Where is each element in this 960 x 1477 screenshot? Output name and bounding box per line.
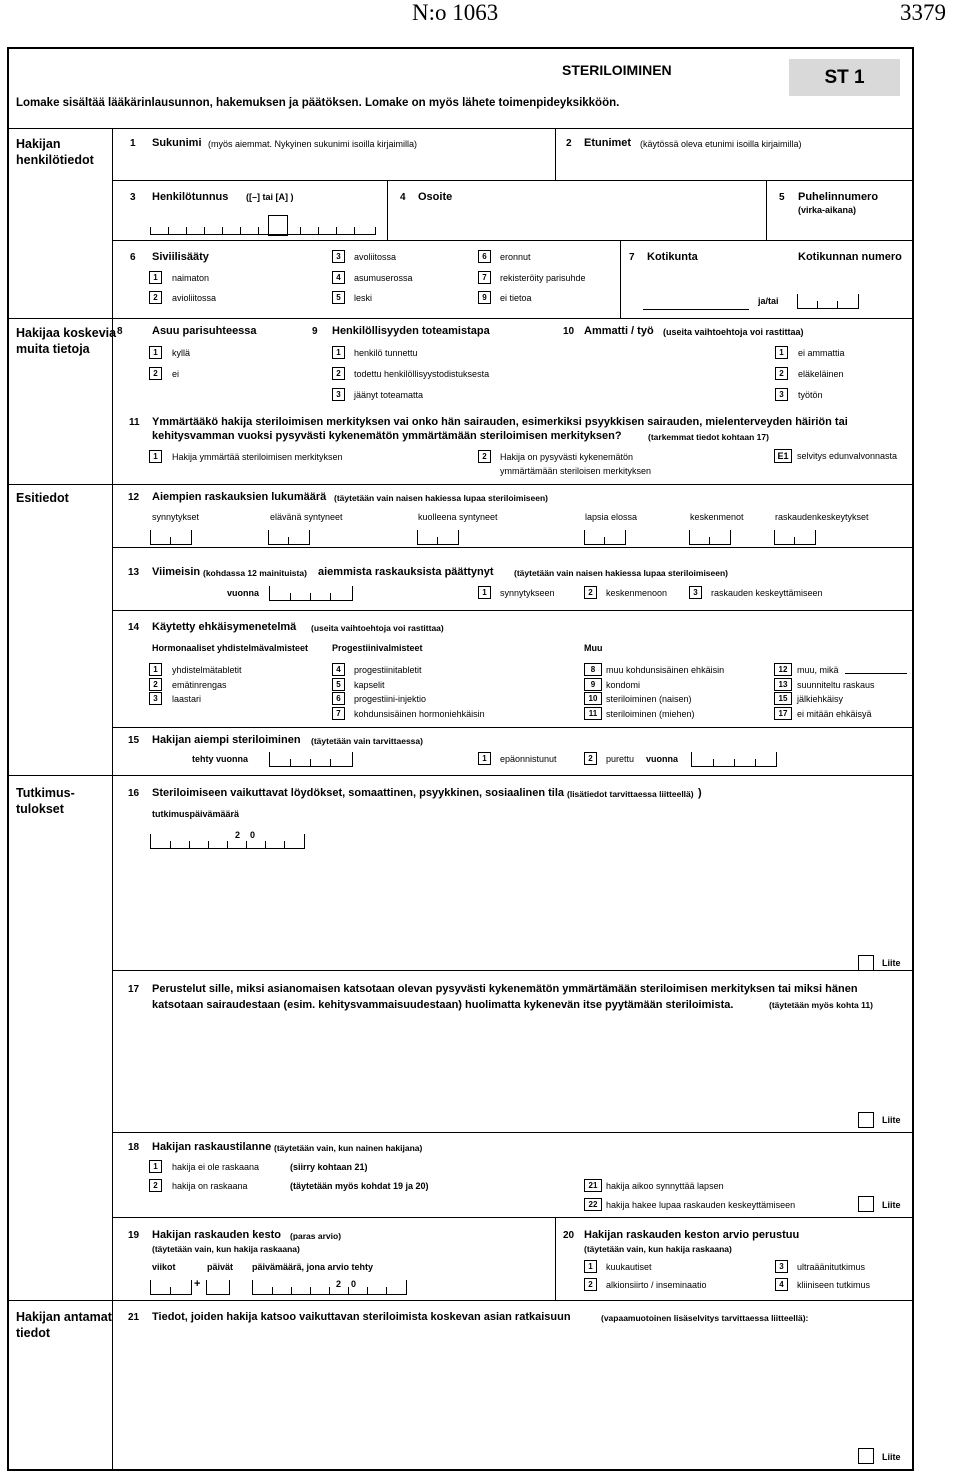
q19-year-prefix: 2 0 <box>336 1279 357 1289</box>
q12-synnytykset-field[interactable] <box>150 530 192 545</box>
checkbox-q20-2[interactable]: 2 <box>584 1278 597 1291</box>
q8-label: Asuu parisuhteessa <box>152 325 257 337</box>
checkbox-q11-1[interactable]: 1 <box>149 450 162 463</box>
q11-question: Ymmärtääkö hakija steriloimisen merkityksen vai onko hän sairauden, esimerkiksi psyykkisen sairauden, mielenterveyden häiriön tai <box>152 416 848 428</box>
q13-label-b: (kohdassa 12 mainituista) <box>203 568 307 578</box>
q16-liite-checkbox[interactable] <box>858 955 874 971</box>
checkbox-q14-9[interactable]: 9 <box>584 678 602 691</box>
q6-option-label: avioliitossa <box>172 293 217 303</box>
q20-option-label: alkionsiirto / inseminaatio <box>606 1280 707 1290</box>
q21-label: Tiedot, joiden hakija katsoo vaikuttavan steriloimista koskevan asian ratkaisuun <box>152 1311 571 1323</box>
q12-kuolleena-field[interactable] <box>417 530 459 545</box>
divider <box>112 1132 914 1133</box>
q5-number: 5 <box>779 192 785 203</box>
q13-vuonna: vuonna <box>227 588 260 598</box>
checkbox-q20-3[interactable]: 3 <box>775 1260 788 1273</box>
checkbox-q14-2[interactable]: 2 <box>149 678 162 691</box>
checkbox-q14-13[interactable]: 13 <box>774 678 792 691</box>
q18-liite-label: Liite <box>882 1200 901 1210</box>
checkbox-q13-2[interactable]: 2 <box>584 586 597 599</box>
divider <box>7 484 914 485</box>
q8-number: 8 <box>117 326 123 337</box>
q6-option-label: avoliitossa <box>354 252 397 262</box>
q19-label: Hakijan raskauden kesto <box>152 1229 282 1241</box>
q21-liite-checkbox[interactable] <box>858 1448 874 1464</box>
q14-option-label: emätinrengas <box>172 680 227 690</box>
q14-option-label: suunniteltu raskaus <box>797 680 875 690</box>
q16-year-prefix: 2 0 <box>235 830 256 840</box>
q18-option-note: (täytetään myös kohdat 19 ja 20) <box>290 1181 429 1191</box>
q16-date-field[interactable] <box>150 834 305 849</box>
q15-year-field[interactable] <box>269 752 353 767</box>
q13-note: (täytetään vain naisen hakiessa lupaa steriloimiseen) <box>514 568 729 578</box>
q3-note: ([–] tai [A] ) <box>246 192 294 202</box>
q13-option-label: raskauden keskeyttämiseen <box>711 588 823 598</box>
q9-option-label: henkilö tunnettu <box>354 348 418 358</box>
checkbox-q15-2[interactable]: 2 <box>584 752 597 765</box>
checkbox-q18-22[interactable]: 22 <box>584 1198 602 1211</box>
q11-option-label: Hakija on pysyvästi kykenemätön <box>500 452 634 462</box>
q14-head-muu: Muu <box>584 643 603 653</box>
q2-note: (käytössä oleva etunimi isoilla kirjaimilla) <box>640 139 802 149</box>
q1-number: 1 <box>130 138 136 149</box>
q15-vuonna: vuonna <box>646 754 679 764</box>
checkbox-q10-3[interactable]: 3 <box>775 388 788 401</box>
checkbox-q14-15[interactable]: 15 <box>774 692 792 705</box>
q21-text-area[interactable] <box>118 1328 908 1438</box>
q6-option-label: asumuserossa <box>354 273 413 283</box>
q19-paivat-label: päivät <box>207 1262 234 1272</box>
checkbox-q6-5[interactable]: 5 <box>332 291 345 304</box>
q2-label: Etunimet <box>584 137 632 149</box>
q16-date-label: tutkimuspäivämäärä <box>152 809 240 819</box>
checkbox-q11-2[interactable]: 2 <box>478 450 491 463</box>
q15-option-label: epäonnistunut <box>500 754 557 764</box>
checkbox-q6-7[interactable]: 7 <box>478 271 491 284</box>
q20-option-label: kliiniseen tutkimus <box>797 1280 871 1290</box>
checkbox-q18-21[interactable]: 21 <box>584 1179 602 1192</box>
divider <box>112 727 914 728</box>
q18-option-label: hakija aikoo synnyttää lapsen <box>606 1181 724 1191</box>
first-names-field[interactable] <box>560 152 910 176</box>
document-number: N:o 1063 <box>412 0 499 25</box>
q6-option-label: eronnut <box>500 252 531 262</box>
q12-elavana-field[interactable] <box>268 530 310 545</box>
ssn-field[interactable] <box>150 215 376 235</box>
q4-label: Osoite <box>418 191 453 203</box>
q15-purettu-year-field[interactable] <box>691 752 777 767</box>
q14-number: 14 <box>128 622 140 633</box>
q14-note: (useita vaihtoehtoja voi rastittaa) <box>311 623 444 633</box>
q9-label: Henkilöllisyyden toteamistapa <box>332 325 490 337</box>
q14-head-progestiini: Progestiinivalmisteet <box>332 643 423 653</box>
checkbox-q11-e1[interactable]: E1 <box>774 449 792 463</box>
q14-option-label: kondomi <box>606 680 641 690</box>
checkbox-q13-1[interactable]: 1 <box>478 586 491 599</box>
divider <box>766 180 767 240</box>
q13-label-a: Viimeisin <box>152 566 201 578</box>
address-field[interactable] <box>395 206 760 236</box>
q11-option-label: selvitys edunvalvonnasta <box>797 451 898 461</box>
section-label-hakijan-antamat: Hakijan antamat tiedot <box>16 1310 112 1340</box>
q14-option-label: ei mitään ehkäisyä <box>797 709 872 719</box>
divider <box>112 547 914 548</box>
checkbox-q14-8[interactable]: 8 <box>584 663 602 676</box>
q12-col-label: kuolleena syntyneet <box>418 512 498 522</box>
checkbox-q9-1[interactable]: 1 <box>332 346 345 359</box>
checkbox-q10-2[interactable]: 2 <box>775 367 788 380</box>
checkbox-q14-10[interactable]: 10 <box>584 692 602 705</box>
q12-col-label: synnytykset <box>152 512 200 522</box>
q18-liite-checkbox[interactable] <box>858 1196 874 1212</box>
q19-pvm-label: päivämäärä, jona arvio tehty <box>252 1262 374 1272</box>
q11-option-label: Hakija ymmärtää steriloimisen merkityksen <box>172 452 343 462</box>
q9-number: 9 <box>312 326 318 337</box>
q14-option-label: muu, mikä <box>797 665 839 675</box>
q18-note: (täytetään vain, kun nainen hakijana) <box>274 1143 423 1153</box>
q14-option-label: kapselit <box>354 680 385 690</box>
q15-number: 15 <box>128 735 140 746</box>
checkbox-q6-4[interactable]: 4 <box>332 271 345 284</box>
checkbox-q14-4[interactable]: 4 <box>332 663 345 676</box>
checkbox-q20-4[interactable]: 4 <box>775 1278 788 1291</box>
checkbox-q6-1[interactable]: 1 <box>149 271 162 284</box>
q20-option-label: ultraäänitutkimus <box>797 1262 866 1272</box>
form-title: STERILOIMINEN <box>562 62 672 78</box>
q6-option-label: ei tietoa <box>500 293 532 303</box>
checkbox-q20-1[interactable]: 1 <box>584 1260 597 1273</box>
q14-option-label: muu kohdunsisäinen ehkäisin <box>606 665 725 675</box>
form-intro: Lomake sisältää lääkärinlausunnon, hakemuksen ja päätöksen. Lomake on myös lähete toimenpideyksikköön. <box>16 97 620 109</box>
divider <box>387 180 388 240</box>
q16-note: (lisätiedot tarvittaessa liitteellä) <box>567 789 694 799</box>
section-label-henkilotiedot: Hakijan henkilötiedot <box>16 137 94 167</box>
q14-label: Käytetty ehkäisymenetelmä <box>152 621 297 633</box>
divider <box>620 240 621 318</box>
q17-number: 17 <box>128 984 140 995</box>
checkbox-q6-3[interactable]: 3 <box>332 250 345 263</box>
q14-option-label: steriloiminen (naisen) <box>606 694 692 704</box>
checkbox-q14-17[interactable]: 17 <box>774 707 792 720</box>
q5-label: Puhelinnumero <box>798 191 879 203</box>
q18-number: 18 <box>128 1142 140 1153</box>
q14-option-label: progestiinitabletit <box>354 665 422 675</box>
q12-col-label: keskenmenot <box>690 512 744 522</box>
divider <box>555 1217 556 1300</box>
q12-note: (täytetään vain naisen hakiessa lupaa steriloimiseen) <box>334 493 549 503</box>
q14-option-label: yhdistelmätabletit <box>172 665 242 675</box>
q18-option-note: (siirry kohtaan 21) <box>290 1162 368 1172</box>
q11-note: (tarkemmat tiedot kohtaan 17) <box>648 432 769 442</box>
divider <box>7 775 914 776</box>
divider <box>7 318 914 319</box>
q10-option-label: eläkeläinen <box>798 369 844 379</box>
q17-question-cont: katsotaan sairaudestaan (esim. kehitysvammaisuudestaan) huolimatta kykenevän itse pyytämään steriloimista. <box>152 999 734 1011</box>
q5-note: (virka-aikana) <box>798 205 857 215</box>
q7-number: 7 <box>629 252 635 263</box>
q12-keskeytykset-field[interactable] <box>774 530 816 545</box>
checkbox-q15-1[interactable]: 1 <box>478 752 491 765</box>
q21-liite-label: Liite <box>882 1452 901 1462</box>
checkbox-q10-1[interactable]: 1 <box>775 346 788 359</box>
q7-label-number: Kotikunnan numero <box>798 251 902 263</box>
checkbox-q14-1[interactable]: 1 <box>149 663 162 676</box>
q11-number: 11 <box>129 417 140 428</box>
checkbox-q6-6[interactable]: 6 <box>478 250 491 263</box>
q17-liite-checkbox[interactable] <box>858 1112 874 1128</box>
q12-col-label: raskaudenkeskeytykset <box>775 512 869 522</box>
q14-muu-mika-field[interactable] <box>845 673 907 674</box>
q8-option-label: kyllä <box>172 348 191 358</box>
section-label-muita-tietoja: Hakijaa koskevia muita tietoja <box>16 326 117 356</box>
phone-field[interactable] <box>775 218 910 236</box>
q16-number: 16 <box>128 788 140 799</box>
q18-option-label: hakija hakee lupaa raskauden keskeyttämiseen <box>606 1200 796 1210</box>
q13-option-label: keskenmenoon <box>606 588 668 598</box>
divider <box>112 1217 914 1218</box>
q14-option-label: kohdunsisäinen hormoniehkäisin <box>354 709 485 719</box>
q4-number: 4 <box>400 192 406 203</box>
divider <box>112 240 914 241</box>
checkbox-q14-11[interactable]: 11 <box>584 707 602 720</box>
checkbox-q6-9[interactable]: 9 <box>478 291 491 304</box>
checkbox-q6-2[interactable]: 2 <box>149 291 162 304</box>
q19-plus: + <box>194 1278 201 1290</box>
q18-label: Hakijan raskaustilanne <box>152 1141 272 1153</box>
municipality-number-field[interactable] <box>797 294 859 309</box>
q20-label: Hakijan raskauden keston arvio perustuu <box>584 1229 800 1241</box>
checkbox-q14-6[interactable]: 6 <box>332 692 345 705</box>
q20-note: (täytetään vain, kun hakija raskaana) <box>584 1244 732 1254</box>
checkbox-q14-12[interactable]: 12 <box>774 663 792 676</box>
q18-option-label: hakija on raskaana <box>172 1181 248 1191</box>
checkbox-q18-1[interactable]: 1 <box>149 1160 162 1173</box>
q19-date-field[interactable] <box>252 1280 407 1295</box>
q12-col-label: elävänä syntyneet <box>270 512 343 522</box>
q9-option-label: jäänyt toteamatta <box>354 390 424 400</box>
q12-number: 12 <box>128 492 140 503</box>
checkbox-q14-3[interactable]: 3 <box>149 692 162 705</box>
checkbox-q9-2[interactable]: 2 <box>332 367 345 380</box>
q14-option-label: progestiini-injektio <box>354 694 427 704</box>
q20-option-label: kuukautiset <box>606 1262 652 1272</box>
q19-viikot-label: viikot <box>152 1262 176 1272</box>
q7-label: Kotikunta <box>647 251 698 263</box>
divider <box>7 1300 914 1301</box>
checkbox-q18-2[interactable]: 2 <box>149 1179 162 1192</box>
q15-note: (täytetään vain tarvittaessa) <box>311 736 423 746</box>
divider <box>555 128 556 180</box>
page-number: 3379 <box>900 0 946 25</box>
q10-note: (useita vaihtoehtoja voi rastittaa) <box>663 327 804 337</box>
q13-number: 13 <box>128 567 140 578</box>
q15-tehty-vuonna: tehty vuonna <box>192 754 249 764</box>
q20-number: 20 <box>563 1230 575 1241</box>
q7-jatai: ja/tai <box>758 296 779 306</box>
q19-note2: (täytetään vain, kun hakija raskaana) <box>152 1244 300 1254</box>
q6-label: Siviilisääty <box>152 251 209 263</box>
section-label-tutkimustulokset: Tutkimus- tulokset <box>16 786 75 816</box>
q14-option-label: steriloiminen (miehen) <box>606 709 695 719</box>
q19-viikot-field[interactable] <box>150 1280 192 1295</box>
q13-option-label: synnytykseen <box>500 588 555 598</box>
q6-option-label: rekisteröity parisuhde <box>500 273 586 283</box>
q12-lapsia-field[interactable] <box>584 530 626 545</box>
q19-number: 19 <box>128 1230 140 1241</box>
q10-option-label: työtön <box>798 390 823 400</box>
divider <box>112 970 914 971</box>
q8-option-label: ei <box>172 369 180 379</box>
q16-label: Steriloimiseen vaikuttavat löydökset, somaattinen, psyykkinen, sosiaalinen tila <box>152 787 565 799</box>
q19-paivat-field[interactable] <box>206 1280 230 1295</box>
q1-label: Sukunimi <box>152 137 202 149</box>
q13-year-field[interactable] <box>269 586 353 601</box>
q17-liite-label: Liite <box>882 1115 901 1125</box>
q13-label-c: aiemmista raskauksista päättynyt <box>318 566 494 578</box>
q16-close-paren: ) <box>698 787 702 799</box>
section-label-esitiedot: Esitiedot <box>16 491 69 505</box>
divider <box>112 180 914 181</box>
q16-liite-label: Liite <box>882 958 901 968</box>
q9-option-label: todettu henkilöllisyystodistuksesta <box>354 369 490 379</box>
form-code-badge: ST 1 <box>789 59 900 96</box>
form-frame <box>7 47 914 1471</box>
q19-note: (paras arvio) <box>290 1231 342 1241</box>
q15-label: Hakijan aiempi steriloiminen <box>152 734 301 746</box>
q21-number: 21 <box>128 1312 140 1323</box>
checkbox-q8-2[interactable]: 2 <box>149 367 162 380</box>
checkbox-q14-7[interactable]: 7 <box>332 707 345 720</box>
q3-label: Henkilötunnus <box>152 191 229 203</box>
divider <box>112 610 914 611</box>
municipality-field[interactable] <box>643 309 749 310</box>
q3-number: 3 <box>130 192 136 203</box>
q2-number: 2 <box>566 138 572 149</box>
q21-note: (vapaamuotoinen lisäselvitys tarvittaessa liitteellä): <box>601 1313 809 1323</box>
q14-option-label: laastari <box>172 694 202 704</box>
q10-label: Ammatti / työ <box>584 325 654 337</box>
checkbox-q8-1[interactable]: 1 <box>149 346 162 359</box>
surname-field[interactable] <box>118 152 550 176</box>
q17-note: (täytetään myös kohta 11) <box>769 1000 873 1010</box>
q10-option-label: ei ammattia <box>798 348 845 358</box>
q15-option-label: purettu <box>606 754 635 764</box>
checkbox-q13-3[interactable]: 3 <box>689 586 702 599</box>
q11-option-label: ymmärtämään steriloisen merkityksen <box>500 466 652 476</box>
q6-option-label: naimaton <box>172 273 210 283</box>
q11-question-cont: kehitysvamman vuoksi pysyvästi kykenemätön ymmärtämään steriloimisen merkityksen? <box>152 430 622 442</box>
q14-head-hormonaaliset: Hormonaaliset yhdistelmävalmisteet <box>152 643 309 653</box>
q12-keskenmenot-field[interactable] <box>689 530 731 545</box>
divider <box>7 128 914 129</box>
q14-option-label: jälkiehkäisy <box>797 694 844 704</box>
checkbox-q9-3[interactable]: 3 <box>332 388 345 401</box>
q18-option-label: hakija ei ole raskaana <box>172 1162 260 1172</box>
q10-number: 10 <box>563 326 575 337</box>
q12-col-label: lapsia elossa <box>585 512 638 522</box>
q17-question: Perustelut sille, miksi asianomaisen katsotaan olevan pysyvästi kykenemätön ymmärtämään steriloimisen merkityksen tai miksi hänen <box>152 983 858 995</box>
checkbox-q14-5[interactable]: 5 <box>332 678 345 691</box>
q6-option-label: leski <box>354 293 373 303</box>
q6-number: 6 <box>130 252 136 263</box>
q12-label: Aiempien raskauksien lukumäärä <box>152 491 327 503</box>
q1-note: (myös aiemmat. Nykyinen sukunimi isoilla kirjaimilla) <box>208 139 418 149</box>
